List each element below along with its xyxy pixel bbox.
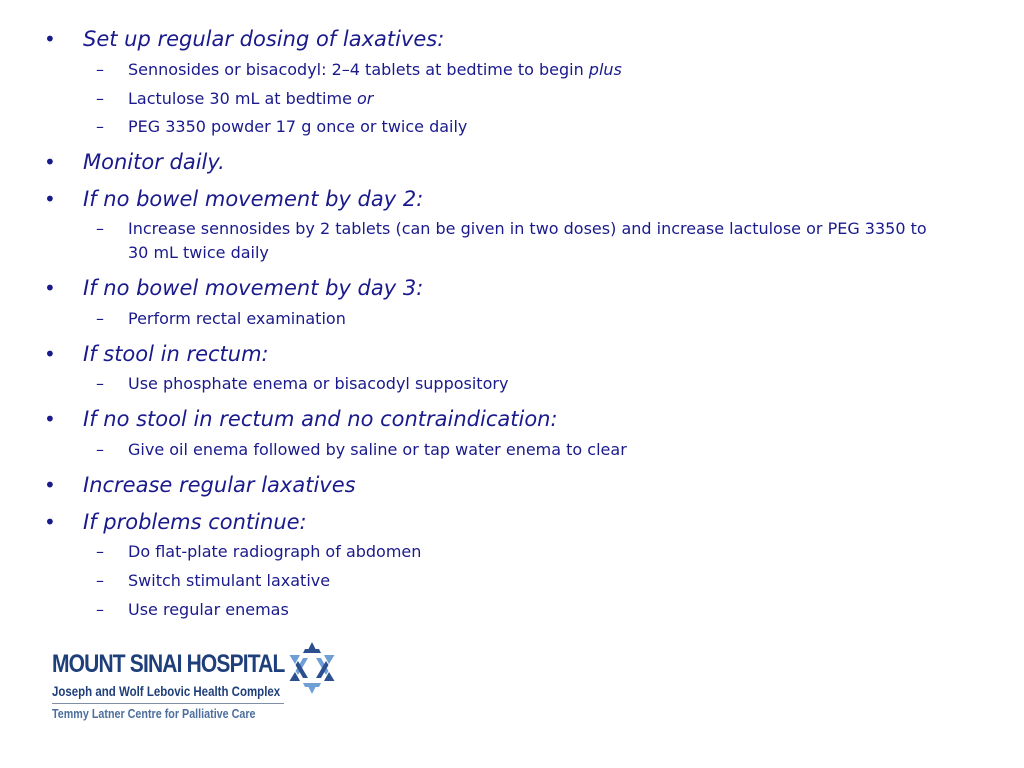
emphasis: or <box>357 89 374 108</box>
star-of-david-icon <box>284 640 340 696</box>
bullet-dot: • <box>44 510 56 534</box>
bullet-dot: • <box>44 473 56 497</box>
bullet-dot: • <box>44 150 56 174</box>
sub-dash: – <box>96 571 104 590</box>
sub-dash: – <box>96 440 104 459</box>
sub-text: Increase sennosides by 2 tablets (can be given in two doses) and increase lactulose or PEG 3350 to 30 mL twice daily <box>128 219 927 262</box>
bullet-heading: Increase regular laxatives <box>83 473 356 497</box>
bullet-dot: • <box>44 342 56 366</box>
logo-hospital-name: MOUNT SINAI HOSPITAL <box>52 650 285 678</box>
bullet-heading: Monitor daily. <box>83 150 225 174</box>
emphasis: plus <box>588 60 622 79</box>
bullet-heading: If no bowel movement by day 3: <box>83 276 424 300</box>
bullet-heading: If no stool in rectum and no contraindication: <box>83 407 558 431</box>
sub-dash: – <box>96 309 104 328</box>
bullet-dot: • <box>44 27 56 51</box>
logo-centre-name: Temmy Latner Centre for Palliative Care <box>52 707 256 721</box>
sub-dash: – <box>96 117 104 136</box>
sub-dash: – <box>96 374 104 393</box>
bullet-heading: Set up regular dosing of laxatives: <box>83 27 445 51</box>
bullet-dot: • <box>44 187 56 211</box>
sub-dash: – <box>96 542 104 561</box>
bullet-heading: If no bowel movement by day 2: <box>83 187 424 211</box>
sub-text: Use regular enemas <box>128 600 289 619</box>
bullet-heading: If problems continue: <box>83 510 307 534</box>
sub-dash: – <box>96 600 104 619</box>
bullet-heading: If stool in rectum: <box>83 342 269 366</box>
sub-text: Perform rectal examination <box>128 309 346 328</box>
bullet-dot: • <box>44 407 56 431</box>
sub-text: Give oil enema followed by saline or tap water enema to clear <box>128 440 627 459</box>
bullet-dot: • <box>44 276 56 300</box>
sub-dash: – <box>96 60 104 79</box>
sub-text: Use phosphate enema or bisacodyl suppository <box>128 374 509 393</box>
logo-complex-name: Joseph and Wolf Lebovic Health Complex <box>52 683 281 699</box>
sub-text: PEG 3350 powder 17 g once or twice daily <box>128 117 468 136</box>
hospital-logo <box>48 640 340 726</box>
logo-divider <box>52 703 284 704</box>
sub-text: Sennosides or bisacodyl: 2–4 tablets at bedtime to begin plus <box>128 60 622 79</box>
sub-text: Switch stimulant laxative <box>128 571 331 590</box>
sub-text: Do flat-plate radiograph of abdomen <box>128 542 422 561</box>
sub-dash: – <box>96 89 104 108</box>
sub-text: Lactulose 30 mL at bedtime or <box>128 89 374 108</box>
sub-dash: – <box>96 219 104 238</box>
